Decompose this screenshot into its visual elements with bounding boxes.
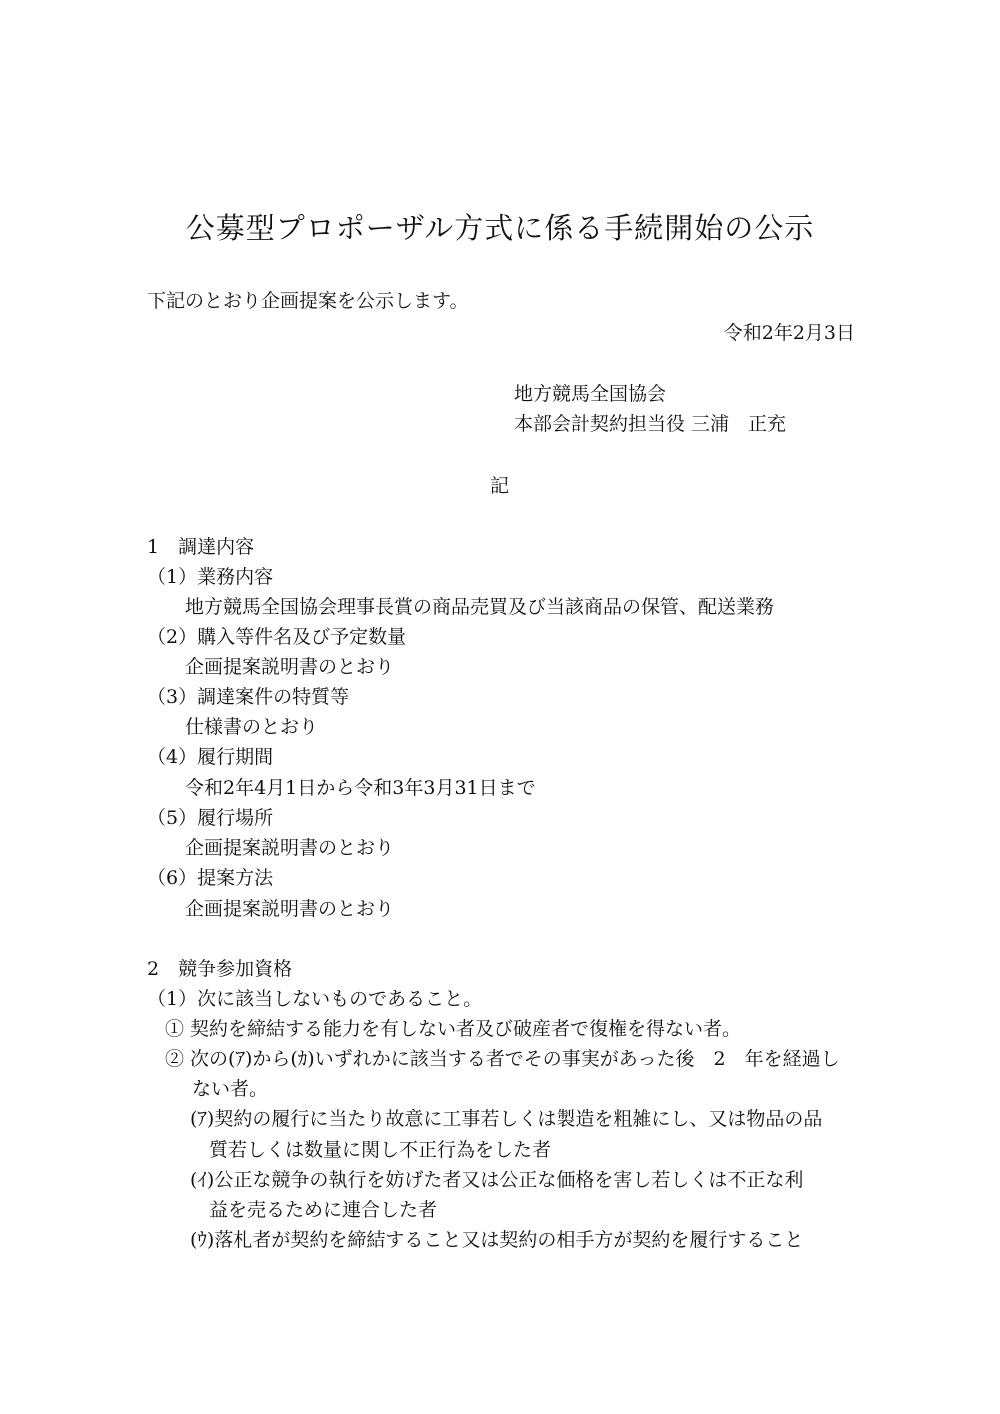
section1-heading: 1 調達内容: [147, 536, 255, 558]
section2-sub-2-line1: ② 次の(ｱ)から(ｶ)いずれかに該当する者でその事実があった後 2 年を経過し: [165, 1048, 840, 1070]
clause-u-line1: (ｳ)落札者が契約を締結すること又は契約の相手方が契約を履行すること: [190, 1229, 804, 1251]
section2-sub-2-line2: ない者。: [192, 1078, 269, 1100]
section1-item-label: （4）履行期間: [147, 746, 274, 768]
section1-item-label: （3）調達案件の特質等: [147, 686, 350, 708]
section2-item-1: （1）次に該当しないものであること。: [147, 988, 483, 1010]
section1-item-label: （5）履行場所: [147, 807, 274, 829]
clause-i-line2: 益を売るために連合した者: [209, 1199, 438, 1221]
section1-item-text: 仕様書のとおり: [185, 716, 319, 738]
clause-a-line1: (ｱ)契約の履行に当たり故意に工事若しくは製造を粗雑にし、又は物品の品: [190, 1108, 823, 1130]
notice-date: 令和2年2月3日: [723, 322, 855, 344]
clause-i-line1: (ｲ)公正な競争の執行を妨げた者又は公正な価格を害し若しくは不正な利: [190, 1169, 804, 1191]
section1-item-text: 企画提案説明書のとおり: [185, 656, 395, 678]
section1-item-text: 企画提案説明書のとおり: [185, 898, 395, 920]
section1-item-label: （6）提案方法: [147, 867, 274, 889]
section2-heading: 2 競争参加資格: [147, 958, 293, 980]
issuer-org: 地方競馬全国協会: [514, 383, 667, 405]
section1-item-label: （2）購入等件名及び予定数量: [147, 626, 407, 648]
issuer-officer: 本部会計契約担当役 三浦 正充: [514, 413, 787, 435]
section1-item-label: （1）業務内容: [147, 566, 274, 588]
clause-a-line2: 質若しくは数量に関し不正行為をした者: [209, 1139, 552, 1161]
ki-mark: 記: [490, 475, 510, 497]
section2-sub-1: ① 契約を締結する能力を有しない者及び破産者で復権を得ない者。: [165, 1018, 742, 1040]
intro-text: 下記のとおり企画提案を公示します。: [147, 290, 469, 312]
section1-item-text: 地方競馬全国協会理事長賞の商品売買及び当該商品の保管、配送業務: [185, 596, 775, 618]
section1-item-text: 令和2年4月1日から令和3年3月31日まで: [185, 777, 536, 799]
section1-item-text: 企画提案説明書のとおり: [185, 837, 395, 859]
page-title: 公募型プロポーザル方式に係る手続開始の公示: [185, 211, 815, 245]
